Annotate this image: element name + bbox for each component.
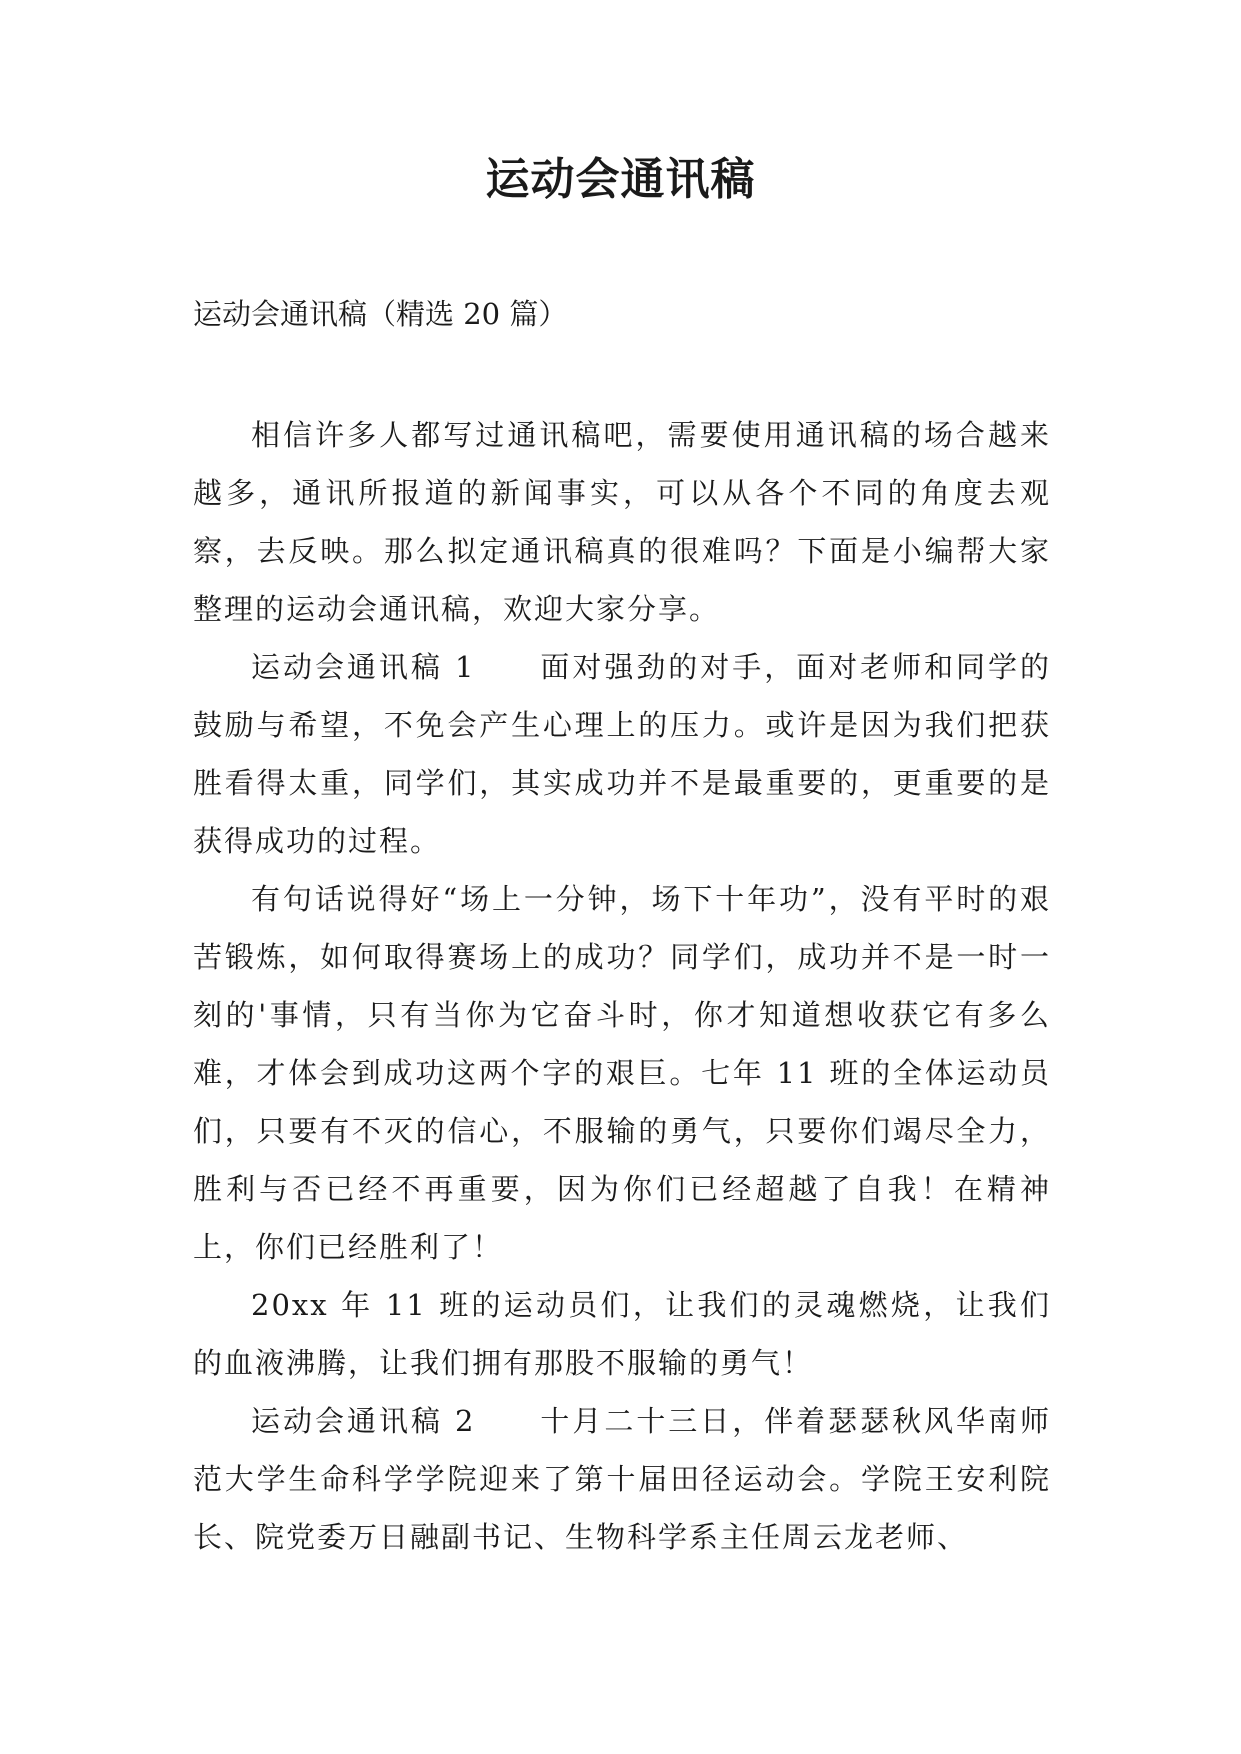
document-body <box>193 406 1051 1566</box>
article-1-paragraph-2: 有句话说得好“场上一分钟，场下十年功”，没有平时的艰苦锻炼，如何取得赛场上的成功？同学们，成功并不是一时一刻的'事情，只有当你为它奋斗时，你才知道想收获它有多么难，才体会到成功这两个字的艰巨。七年 11 班的全体运动员们，只要有不灭的信心，不服输的勇气，只要你们竭尽全力，胜利与否已经不再重要，因为你们已经超越了自我！在精神上，你们已经胜利了！ <box>193 882 1051 1264</box>
document-subtitle: 运动会通讯稿（精选 20 篇） <box>193 297 568 331</box>
intro-paragraph: 相信许多人都写过通讯稿吧，需要使用通讯稿的场合越来越多，通讯所报道的新闻事实，可以从各个不同的角度去观察，去反映。那么拟定通讯稿真的很难吗？下面是小编帮大家整理的运动会通讯稿，欢迎大家分享。 <box>193 418 1051 626</box>
document-title: 运动会通讯稿 <box>485 154 756 205</box>
article-1-paragraph-3: 20xx 年 11 班的运动员们，让我们的灵魂燃烧，让我们的血液沸腾，让我们拥有那股不服输的勇气！ <box>193 1288 1051 1380</box>
article-2-paragraph: 运动会通讯稿 2 十月二十三日，伴着瑟瑟秋风华南师范大学生命科学学院迎来了第十届田径运动会。学院王安利院长、院党委万日融副书记、生物科学系主任周云龙老师、 <box>193 1404 1051 1554</box>
article-1-paragraph: 运动会通讯稿 1 面对强劲的对手，面对老师和同学的鼓励与希望，不免会产生心理上的压力。或许是因为我们把获胜看得太重，同学们，其实成功并不是最重要的，更重要的是获得成功的过程。 <box>193 650 1051 858</box>
